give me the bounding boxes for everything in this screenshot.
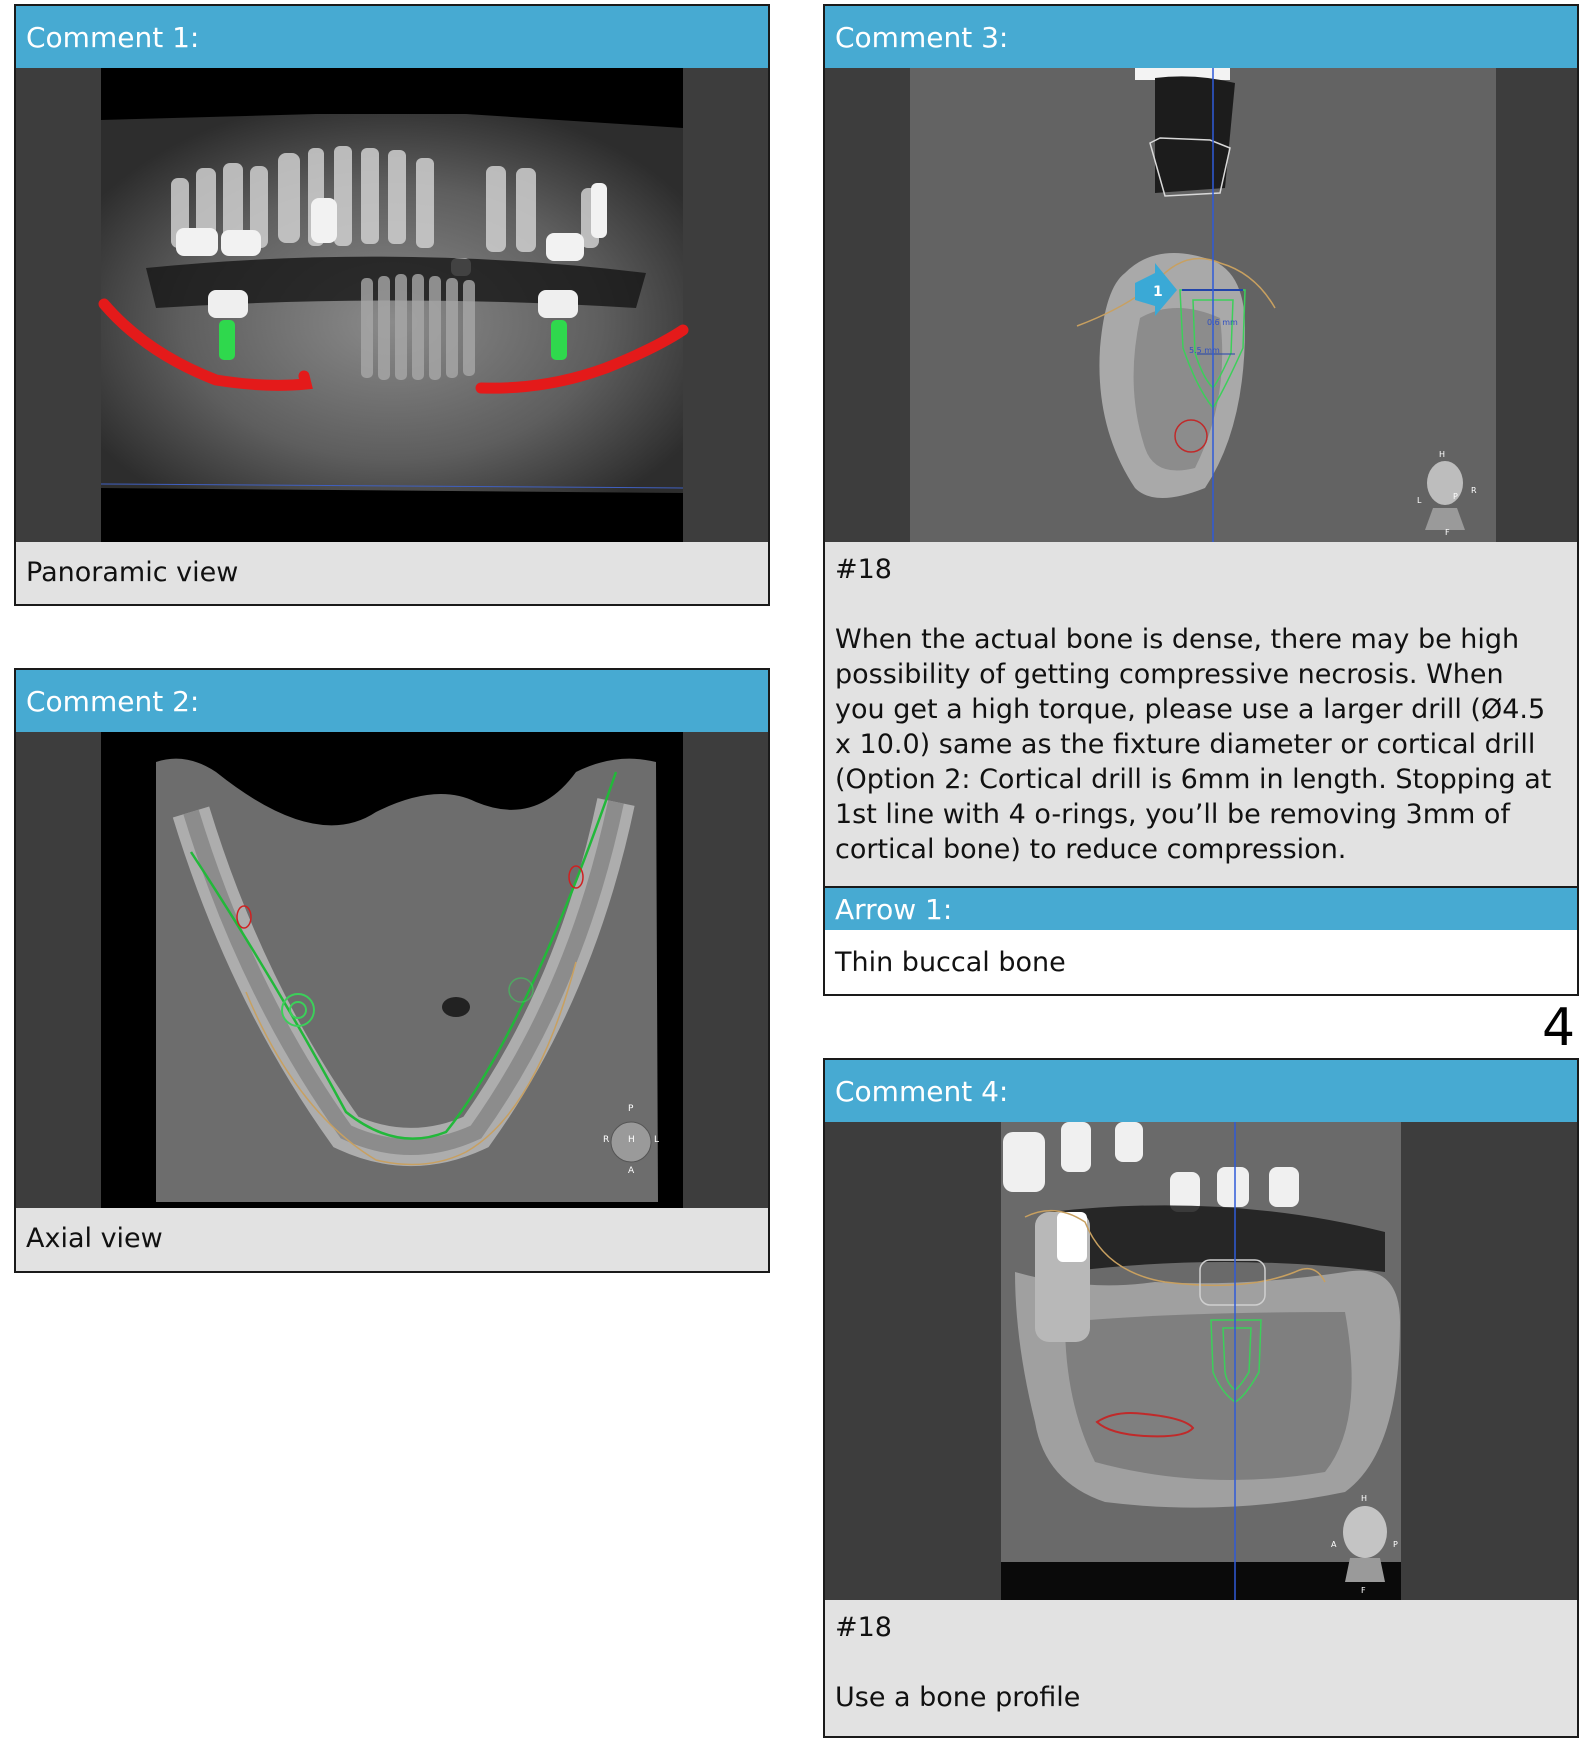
comment-4-tooth-number: #18 [835, 1612, 892, 1643]
sag-orient-top: H [1361, 1494, 1368, 1503]
arrow-1-title: Arrow 1: [835, 892, 953, 926]
cross-section-orientation-widget[interactable] [1425, 461, 1465, 530]
axial-orient-bottom: A [628, 1166, 635, 1176]
sagittal-ct-image [825, 1122, 1577, 1600]
comment-3-title: Comment 3: [835, 20, 1009, 54]
comment-1-card [14, 4, 770, 606]
measure-top-label: 0.6 mm [1207, 318, 1238, 327]
comment-3-tooth-number: #18 [835, 554, 892, 585]
comment-4-title: Comment 4: [835, 1074, 1009, 1108]
cs-orient-right: R [1471, 486, 1477, 495]
comment-1-header [16, 6, 768, 68]
measure-mid-label: 5.5 mm [1189, 346, 1220, 355]
sagittal-orientation-widget[interactable] [1343, 1506, 1387, 1582]
cross-section-viewer[interactable] [825, 68, 1577, 542]
sagittal-viewer[interactable] [825, 1122, 1577, 1600]
arrow-1-card [823, 886, 1579, 996]
comment-3-body: When the actual bone is dense, there may be high possibility of getting compressive necrosis. When you get a high torque, please use a larger drill (Ø4.5 x 10.0) same as the fixture diameter or cortical drill (Option 2: Cortical drill is 6mm in length. Stopping at 1st line with 4 o-rings, you’ll be removing 3mm of cortical bone) to reduce compression. [835, 624, 1552, 865]
comment-2-header [16, 670, 768, 732]
sag-orient-right: P [1393, 1540, 1398, 1549]
panoramic-viewer[interactable] [16, 68, 768, 542]
comment-4-caption [825, 1600, 1577, 1715]
cs-orient-bottom: F [1445, 528, 1450, 537]
axial-orient-top: P [628, 1104, 634, 1114]
comment-3-header [825, 6, 1577, 68]
comment-3-caption [825, 542, 1577, 867]
cs-orient-p: P [1453, 492, 1458, 501]
page-number: 4 [1542, 998, 1576, 1058]
cross-section-ct-image [825, 68, 1577, 542]
arrow-1-header [825, 888, 1577, 930]
axial-viewer[interactable] [16, 732, 768, 1208]
axial-orient-center: H [628, 1135, 635, 1145]
comment-1-caption [16, 542, 768, 602]
comment-4-header [825, 1060, 1577, 1122]
panoramic-xray-image [16, 68, 768, 542]
comment-3-card [823, 4, 1579, 888]
sag-orient-left: A [1331, 1540, 1337, 1549]
comment-4-card [823, 1058, 1579, 1738]
comment-2-caption [16, 1208, 768, 1269]
comment-1-caption-text: Panoramic view [26, 556, 239, 588]
arrow-1-caption [825, 930, 1577, 994]
arrow-1-label: 1 [1153, 284, 1163, 300]
axial-orient-right: L [654, 1135, 660, 1145]
comment-1-title: Comment 1: [26, 20, 200, 54]
comment-2-title: Comment 2: [26, 684, 200, 718]
sag-orient-bottom: F [1361, 1586, 1366, 1595]
axial-orient-left: R [603, 1135, 610, 1145]
comment-2-card [14, 668, 770, 1273]
cs-orient-top: H [1439, 450, 1446, 459]
arrow-1-text: Thin buccal bone [835, 946, 1066, 978]
comment-2-caption-text: Axial view [26, 1223, 163, 1254]
cs-orient-left: L [1417, 496, 1422, 505]
comment-4-body: Use a bone profile [835, 1682, 1081, 1713]
